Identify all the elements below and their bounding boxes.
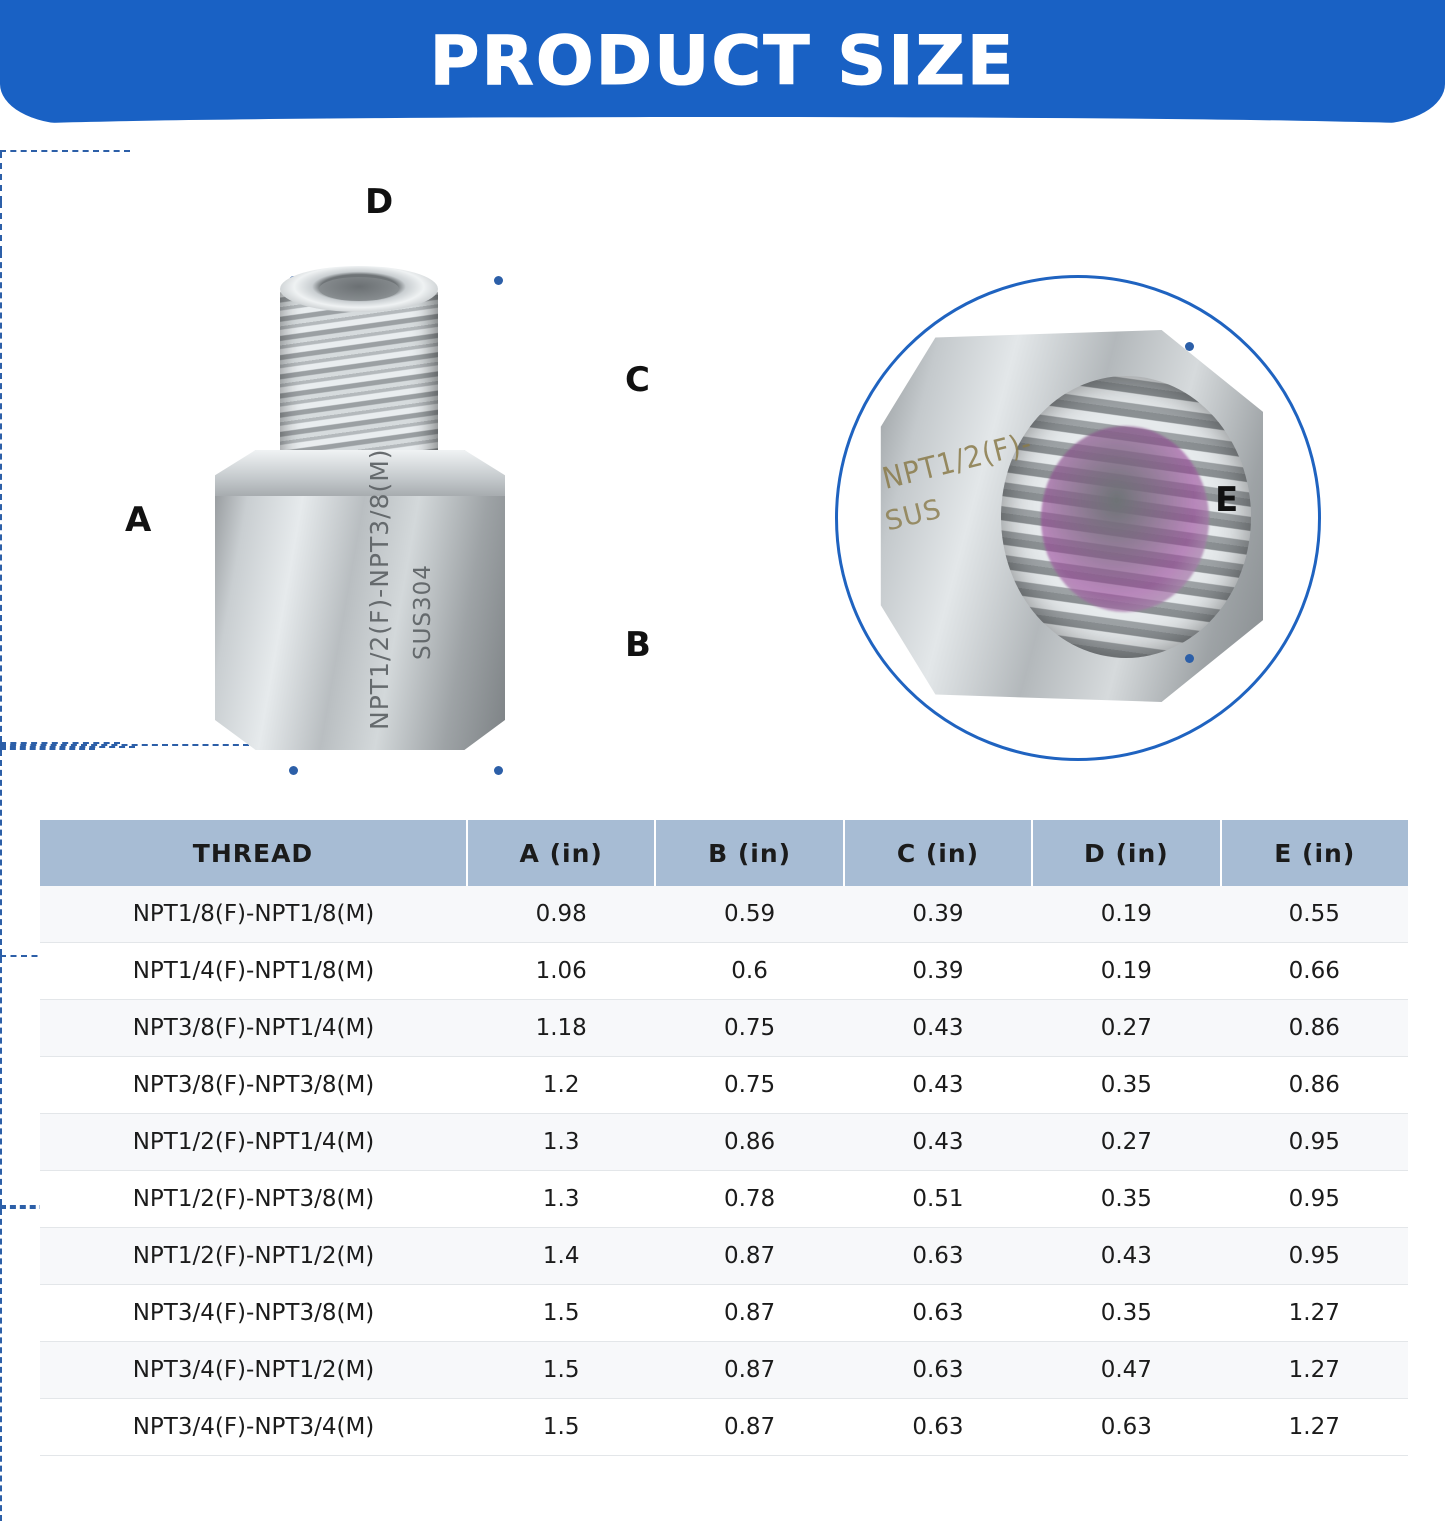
table-row xyxy=(40,1114,1408,1171)
dimension-label-d: D xyxy=(365,182,394,222)
cell-c: 0.43 xyxy=(844,1057,1032,1114)
cell-thread: NPT3/4(F)-NPT1/2(M) xyxy=(40,1342,467,1399)
guide-dot-e-bottom xyxy=(1185,654,1194,663)
cell-d: 0.35 xyxy=(1032,1171,1220,1228)
cell-d: 0.63 xyxy=(1032,1399,1220,1456)
table-header-e: E (in) xyxy=(1221,820,1408,886)
cell-a: 1.3 xyxy=(467,1171,655,1228)
nut-image xyxy=(873,330,1263,702)
nut-bore-inner xyxy=(1041,426,1209,612)
cell-thread: NPT1/2(F)-NPT1/4(M) xyxy=(40,1114,467,1171)
size-table xyxy=(40,820,1408,1456)
cell-thread: NPT1/2(F)-NPT3/8(M) xyxy=(40,1171,467,1228)
table-header-b: B (in) xyxy=(655,820,843,886)
guide-a-vertical xyxy=(0,252,2,742)
cell-b: 0.78 xyxy=(655,1171,843,1228)
table-row xyxy=(40,1171,1408,1228)
cell-a: 1.2 xyxy=(467,1057,655,1114)
cell-a: 1.5 xyxy=(467,1399,655,1456)
page-header xyxy=(0,0,1445,140)
table-row xyxy=(40,1285,1408,1342)
dimension-label-c: C xyxy=(625,360,650,400)
cell-a: 1.18 xyxy=(467,1000,655,1057)
table-row xyxy=(40,1342,1408,1399)
table-body xyxy=(40,886,1408,1456)
product-illustration xyxy=(0,150,1445,810)
cell-d: 0.35 xyxy=(1032,1285,1220,1342)
cell-e: 0.55 xyxy=(1221,886,1408,943)
cell-d: 0.19 xyxy=(1032,886,1220,943)
adapter-fitting-image xyxy=(195,260,525,760)
table-row xyxy=(40,943,1408,1000)
cell-d: 0.47 xyxy=(1032,1342,1220,1399)
cell-c: 0.43 xyxy=(844,1000,1032,1057)
cell-b: 0.59 xyxy=(655,886,843,943)
dimension-label-b: B xyxy=(625,625,651,665)
cell-a: 1.3 xyxy=(467,1114,655,1171)
table-row xyxy=(40,1000,1408,1057)
body-engraving-material: SUS304 xyxy=(410,564,436,660)
dimension-label-a: A xyxy=(125,500,152,540)
cell-a: 1.06 xyxy=(467,943,655,1000)
table-header-a: A (in) xyxy=(467,820,655,886)
table-row xyxy=(40,1228,1408,1285)
cell-b: 0.87 xyxy=(655,1342,843,1399)
cell-thread: NPT1/2(F)-NPT1/2(M) xyxy=(40,1228,467,1285)
cell-e: 0.95 xyxy=(1221,1114,1408,1171)
cell-thread: NPT1/8(F)-NPT1/8(M) xyxy=(40,886,467,943)
table-header-row xyxy=(40,820,1408,886)
cell-e: 0.86 xyxy=(1221,1057,1408,1114)
cell-e: 0.86 xyxy=(1221,1000,1408,1057)
guide-e-vertical xyxy=(0,1209,2,1521)
male-thread xyxy=(280,288,438,468)
cell-c: 0.63 xyxy=(844,1342,1032,1399)
cell-e: 1.27 xyxy=(1221,1399,1408,1456)
cell-thread: NPT3/8(F)-NPT3/8(M) xyxy=(40,1057,467,1114)
cell-thread: NPT3/8(F)-NPT1/4(M) xyxy=(40,1000,467,1057)
cell-d: 0.27 xyxy=(1032,1114,1220,1171)
table-header-thread: THREAD xyxy=(40,820,467,886)
table-row xyxy=(40,1057,1408,1114)
guide-d-left xyxy=(0,152,2,202)
cell-d: 0.19 xyxy=(1032,943,1220,1000)
cell-b: 0.6 xyxy=(655,943,843,1000)
cell-c: 0.51 xyxy=(844,1171,1032,1228)
cell-b: 0.86 xyxy=(655,1114,843,1171)
male-thread-bore xyxy=(319,277,399,301)
cell-c: 0.63 xyxy=(844,1285,1032,1342)
cell-c: 0.39 xyxy=(844,886,1032,943)
cell-a: 1.4 xyxy=(467,1228,655,1285)
cell-b: 0.87 xyxy=(655,1399,843,1456)
cell-e: 1.27 xyxy=(1221,1342,1408,1399)
nut-engraving-material: SUS xyxy=(882,493,945,538)
nut-detail-inset xyxy=(835,275,1321,761)
guide-d-top xyxy=(0,150,130,152)
guide-dot-e-top xyxy=(1185,342,1194,351)
guide-d-right xyxy=(0,202,2,252)
cell-c: 0.63 xyxy=(844,1228,1032,1285)
cell-b: 0.87 xyxy=(655,1228,843,1285)
cell-thread: NPT3/4(F)-NPT3/4(M) xyxy=(40,1399,467,1456)
table-row xyxy=(40,1399,1408,1456)
cell-b: 0.87 xyxy=(655,1285,843,1342)
hex-top-face xyxy=(215,450,505,496)
cell-c: 0.39 xyxy=(844,943,1032,1000)
cell-d: 0.27 xyxy=(1032,1000,1220,1057)
guide-c-vertical xyxy=(0,750,2,955)
cell-e: 0.95 xyxy=(1221,1171,1408,1228)
nut-engraving-thread: NPT1/2(F)- xyxy=(879,426,1036,497)
guide-b-vertical xyxy=(0,957,2,1205)
body-engraving-thread: NPT1/2(F)-NPT3/8(M) xyxy=(365,448,394,730)
table-row xyxy=(40,886,1408,943)
page-title: PRODUCT SIZE xyxy=(429,22,1016,101)
cell-c: 0.63 xyxy=(844,1399,1032,1456)
cell-e: 0.66 xyxy=(1221,943,1408,1000)
cell-b: 0.75 xyxy=(655,1000,843,1057)
cell-a: 1.5 xyxy=(467,1285,655,1342)
cell-d: 0.35 xyxy=(1032,1057,1220,1114)
guide-dot-a-bottom-left xyxy=(289,766,298,775)
cell-thread: NPT3/4(F)-NPT3/8(M) xyxy=(40,1285,467,1342)
cell-a: 1.5 xyxy=(467,1342,655,1399)
cell-b: 0.75 xyxy=(655,1057,843,1114)
table-header-d: D (in) xyxy=(1032,820,1220,886)
guide-dot-a-bottom-right xyxy=(494,766,503,775)
cell-e: 1.27 xyxy=(1221,1285,1408,1342)
guide-c-bottom xyxy=(0,748,95,750)
dimension-label-e: E xyxy=(1215,480,1239,520)
cell-thread: NPT1/4(F)-NPT1/8(M) xyxy=(40,943,467,1000)
cell-d: 0.43 xyxy=(1032,1228,1220,1285)
table-header-c: C (in) xyxy=(844,820,1032,886)
cell-a: 0.98 xyxy=(467,886,655,943)
cell-e: 0.95 xyxy=(1221,1228,1408,1285)
cell-c: 0.43 xyxy=(844,1114,1032,1171)
